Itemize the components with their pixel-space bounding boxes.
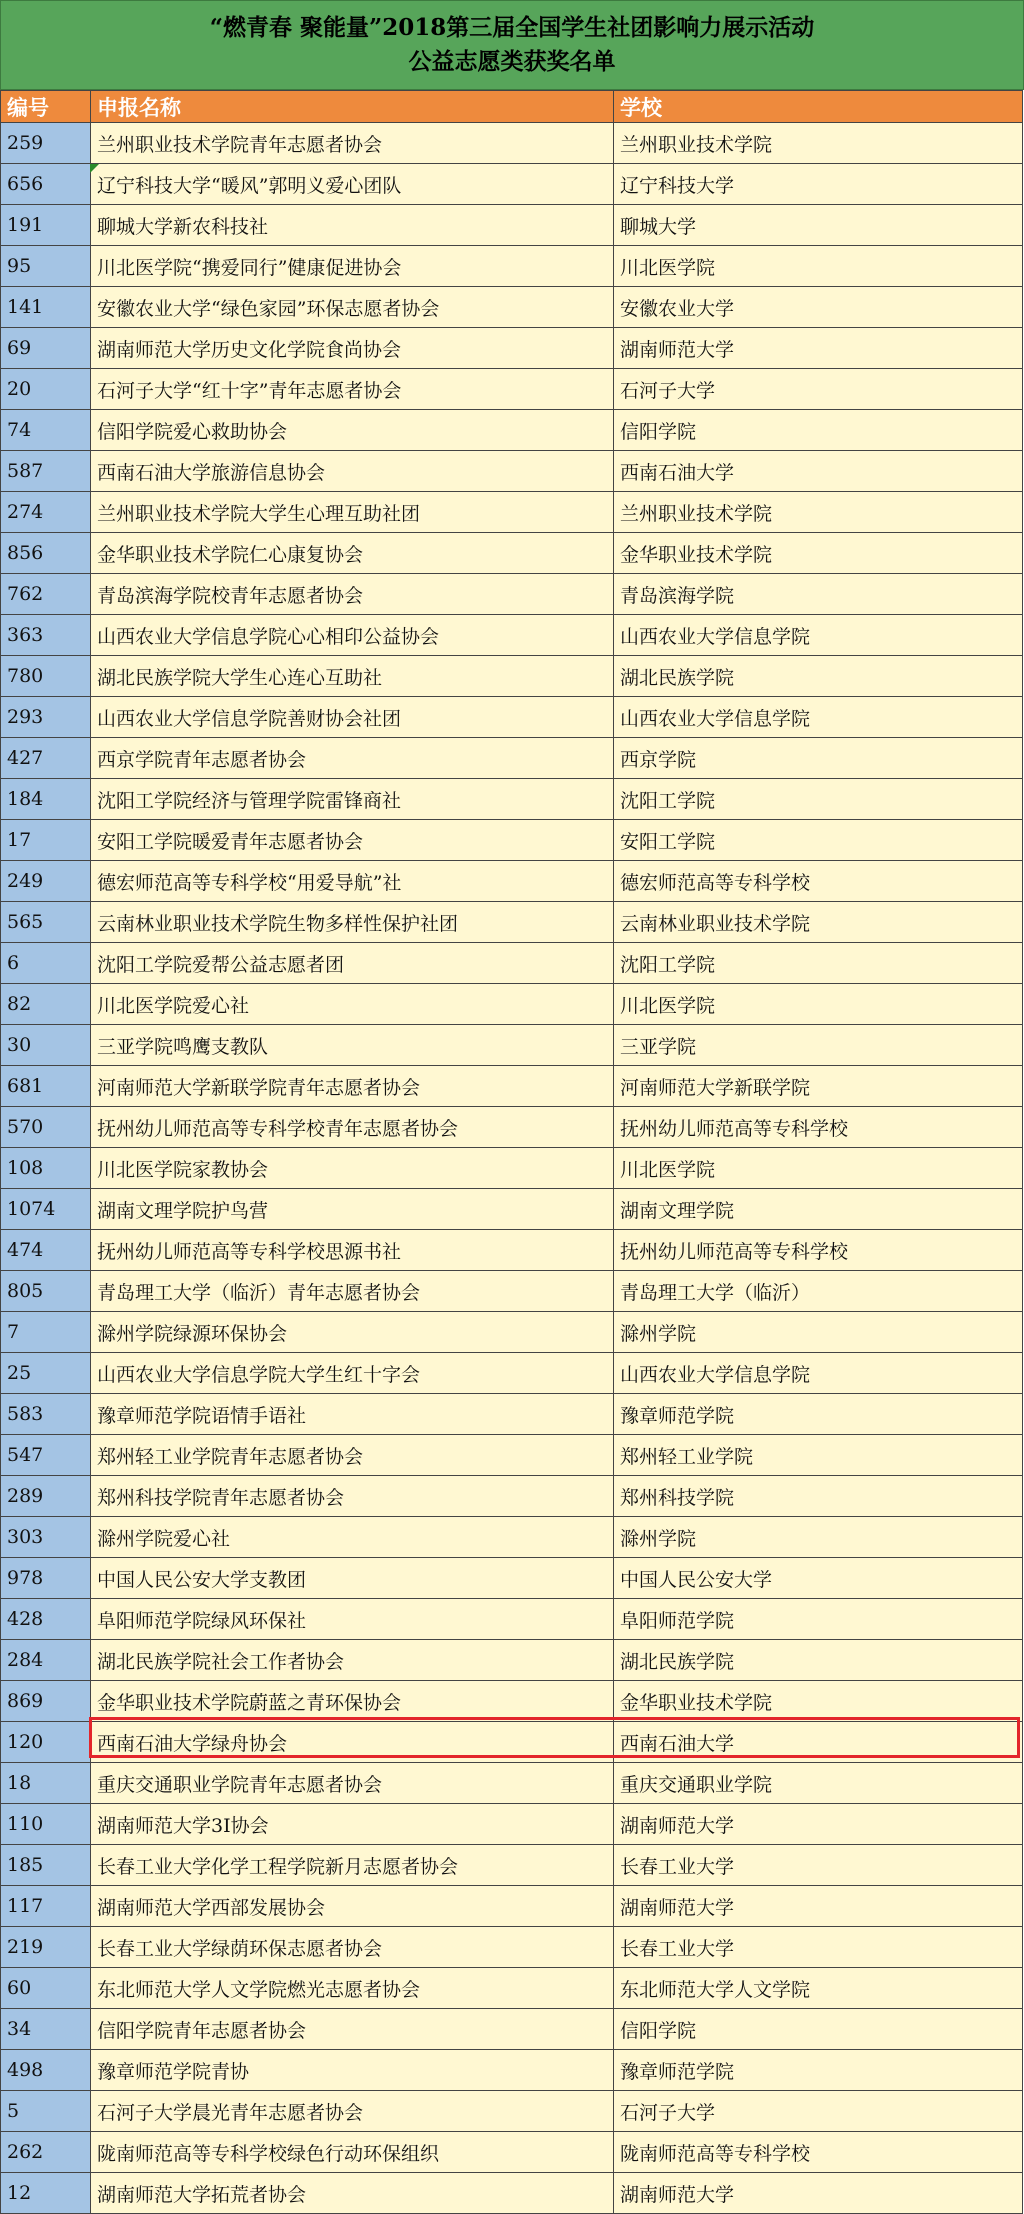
table-row bbox=[1, 1640, 1023, 1681]
cell-entry-name: 安阳工学院暖爱青年志愿者协会 bbox=[91, 820, 614, 861]
cell-entry-name: 兰州职业技术学院大学生心理互助社团 bbox=[91, 492, 614, 533]
table-row bbox=[1, 984, 1023, 1025]
cell-school: 中国人民公安大学 bbox=[614, 1558, 1023, 1599]
cell-number: 289 bbox=[1, 1476, 91, 1517]
table-row bbox=[1, 1968, 1023, 2009]
cell-number: 34 bbox=[1, 2009, 91, 2050]
cell-school: 山西农业大学信息学院 bbox=[614, 697, 1023, 738]
award-table bbox=[0, 90, 1023, 2214]
table-row bbox=[1, 492, 1023, 533]
cell-school: 信阳学院 bbox=[614, 2009, 1023, 2050]
table-row bbox=[1, 328, 1023, 369]
cell-entry-name: 信阳学院青年志愿者协会 bbox=[91, 2009, 614, 2050]
cell-school: 辽宁科技大学 bbox=[614, 164, 1023, 205]
cell-school: 湖北民族学院 bbox=[614, 1640, 1023, 1681]
cell-entry-name: 信阳学院爱心救助协会 bbox=[91, 410, 614, 451]
cell-school: 湖南师范大学 bbox=[614, 328, 1023, 369]
cell-number: 191 bbox=[1, 205, 91, 246]
cell-entry-name: 湖南师范大学历史文化学院食尚协会 bbox=[91, 328, 614, 369]
table-row bbox=[1, 1148, 1023, 1189]
table-row bbox=[1, 1271, 1023, 1312]
cell-school: 石河子大学 bbox=[614, 369, 1023, 410]
cell-school: 豫章师范学院 bbox=[614, 2050, 1023, 2091]
table-row bbox=[1, 1435, 1023, 1476]
table-row bbox=[1, 1886, 1023, 1927]
cell-entry-name: 安徽农业大学“绿色家园”环保志愿者协会 bbox=[91, 287, 614, 328]
cell-entry-name: 陇南师范高等专科学校绿色行动环保组织 bbox=[91, 2132, 614, 2173]
cell-number: 259 bbox=[1, 123, 91, 164]
cell-entry-name: 郑州轻工业学院青年志愿者协会 bbox=[91, 1435, 614, 1476]
cell-entry-name: 青岛滨海学院校青年志愿者协会 bbox=[91, 574, 614, 615]
cell-number: 82 bbox=[1, 984, 91, 1025]
table-row bbox=[1, 1189, 1023, 1230]
header-row bbox=[1, 91, 1023, 123]
table-row bbox=[1, 1353, 1023, 1394]
cell-number: 95 bbox=[1, 246, 91, 287]
cell-entry-name: 石河子大学“红十字”青年志愿者协会 bbox=[91, 369, 614, 410]
cell-number: 110 bbox=[1, 1804, 91, 1845]
cell-school: 聊城大学 bbox=[614, 205, 1023, 246]
cell-entry-name: 山西农业大学信息学院大学生红十字会 bbox=[91, 1353, 614, 1394]
table-row bbox=[1, 1517, 1023, 1558]
table-row bbox=[1, 1312, 1023, 1353]
table-row bbox=[1, 1599, 1023, 1640]
cell-entry-name: 湖南师范大学3I协会 bbox=[91, 1804, 614, 1845]
cell-entry-name: 青岛理工大学（临沂）青年志愿者协会 bbox=[91, 1271, 614, 1312]
cell-entry-name: 豫章师范学院语情手语社 bbox=[91, 1394, 614, 1435]
table-row bbox=[1, 369, 1023, 410]
table-row bbox=[1, 1107, 1023, 1148]
cell-school: 山西农业大学信息学院 bbox=[614, 1353, 1023, 1394]
cell-number: 805 bbox=[1, 1271, 91, 1312]
cell-number: 120 bbox=[1, 1722, 91, 1763]
cell-entry-name: 长春工业大学绿荫环保志愿者协会 bbox=[91, 1927, 614, 1968]
table-row bbox=[1, 164, 1023, 205]
table-title bbox=[0, 0, 1024, 90]
table-row bbox=[1, 1681, 1023, 1722]
cell-number: 978 bbox=[1, 1558, 91, 1599]
cell-school: 石河子大学 bbox=[614, 2091, 1023, 2132]
cell-number: 587 bbox=[1, 451, 91, 492]
cell-number: 284 bbox=[1, 1640, 91, 1681]
cell-number: 570 bbox=[1, 1107, 91, 1148]
table-row bbox=[1, 2050, 1023, 2091]
cell-school: 湖南师范大学 bbox=[614, 2173, 1023, 2214]
cell-number: 184 bbox=[1, 779, 91, 820]
cell-entry-name: 石河子大学晨光青年志愿者协会 bbox=[91, 2091, 614, 2132]
cell-school: 山西农业大学信息学院 bbox=[614, 615, 1023, 656]
cell-entry-name: 川北医学院家教协会 bbox=[91, 1148, 614, 1189]
cell-entry-name: 川北医学院“携爱同行”健康促进协会 bbox=[91, 246, 614, 287]
cell-school: 抚州幼儿师范高等专科学校 bbox=[614, 1230, 1023, 1271]
header-number: 编号 bbox=[1, 91, 91, 123]
cell-entry-name: 长春工业大学化学工程学院新月志愿者协会 bbox=[91, 1845, 614, 1886]
table-row bbox=[1, 574, 1023, 615]
table-row bbox=[1, 2173, 1023, 2214]
title-line-2: 公益志愿类获奖名单 bbox=[408, 48, 616, 75]
cell-school: 川北医学院 bbox=[614, 1148, 1023, 1189]
table-row bbox=[1, 779, 1023, 820]
title-line-1: “燃青春 聚能量”2018第三届全国学生社团影响力展示活动 bbox=[209, 14, 815, 41]
cell-number: 681 bbox=[1, 1066, 91, 1107]
cell-number: 185 bbox=[1, 1845, 91, 1886]
table-row bbox=[1, 1394, 1023, 1435]
cell-entry-name: 豫章师范学院青协 bbox=[91, 2050, 614, 2091]
cell-number: 60 bbox=[1, 1968, 91, 2009]
cell-school: 滁州学院 bbox=[614, 1312, 1023, 1353]
cell-entry-name: 德宏师范高等专科学校“用爱导航”社 bbox=[91, 861, 614, 902]
cell-number: 856 bbox=[1, 533, 91, 574]
cell-school: 川北医学院 bbox=[614, 984, 1023, 1025]
cell-number: 762 bbox=[1, 574, 91, 615]
cell-number: 12 bbox=[1, 2173, 91, 2214]
table-row bbox=[1, 1066, 1023, 1107]
cell-school: 西京学院 bbox=[614, 738, 1023, 779]
cell-school: 金华职业技术学院 bbox=[614, 533, 1023, 574]
table-row bbox=[1, 1804, 1023, 1845]
table-row bbox=[1, 410, 1023, 451]
cell-school: 湖北民族学院 bbox=[614, 656, 1023, 697]
cell-school: 抚州幼儿师范高等专科学校 bbox=[614, 1107, 1023, 1148]
cell-number: 30 bbox=[1, 1025, 91, 1066]
table-row bbox=[1, 1763, 1023, 1804]
cell-number: 869 bbox=[1, 1681, 91, 1722]
cell-school: 川北医学院 bbox=[614, 246, 1023, 287]
cell-school: 三亚学院 bbox=[614, 1025, 1023, 1066]
cell-school: 郑州轻工业学院 bbox=[614, 1435, 1023, 1476]
table-row bbox=[1, 738, 1023, 779]
cell-school: 陇南师范高等专科学校 bbox=[614, 2132, 1023, 2173]
cell-number: 20 bbox=[1, 369, 91, 410]
cell-number: 262 bbox=[1, 2132, 91, 2173]
cell-entry-name: 山西农业大学信息学院善财协会社团 bbox=[91, 697, 614, 738]
cell-number: 427 bbox=[1, 738, 91, 779]
table-row bbox=[1, 2009, 1023, 2050]
table-row bbox=[1, 1558, 1023, 1599]
cell-entry-name: 川北医学院爱心社 bbox=[91, 984, 614, 1025]
cell-entry-name: 湖南师范大学拓荒者协会 bbox=[91, 2173, 614, 2214]
cell-entry-name: 山西农业大学信息学院心心相印公益协会 bbox=[91, 615, 614, 656]
cell-entry-name: 中国人民公安大学支教团 bbox=[91, 1558, 614, 1599]
cell-number: 249 bbox=[1, 861, 91, 902]
cell-school: 滁州学院 bbox=[614, 1517, 1023, 1558]
cell-school: 青岛理工大学（临沂） bbox=[614, 1271, 1023, 1312]
cell-entry-name: 抚州幼儿师范高等专科学校思源书社 bbox=[91, 1230, 614, 1271]
cell-number: 1074 bbox=[1, 1189, 91, 1230]
cell-number: 7 bbox=[1, 1312, 91, 1353]
cell-entry-name: 西南石油大学绿舟协会 bbox=[91, 1722, 614, 1763]
table-row bbox=[1, 2091, 1023, 2132]
cell-entry-name: 兰州职业技术学院青年志愿者协会 bbox=[91, 123, 614, 164]
cell-entry-name: 沈阳工学院经济与管理学院雷锋商社 bbox=[91, 779, 614, 820]
table-row bbox=[1, 902, 1023, 943]
cell-entry-name: 聊城大学新农科技社 bbox=[91, 205, 614, 246]
cell-school: 豫章师范学院 bbox=[614, 1394, 1023, 1435]
cell-entry-name: 重庆交通职业学院青年志愿者协会 bbox=[91, 1763, 614, 1804]
table-row bbox=[1, 246, 1023, 287]
cell-entry-name: 滁州学院爱心社 bbox=[91, 1517, 614, 1558]
cell-school: 郑州科技学院 bbox=[614, 1476, 1023, 1517]
cell-school: 长春工业大学 bbox=[614, 1927, 1023, 1968]
cell-school: 湖南师范大学 bbox=[614, 1886, 1023, 1927]
cell-school: 沈阳工学院 bbox=[614, 779, 1023, 820]
cell-number: 17 bbox=[1, 820, 91, 861]
cell-school: 安阳工学院 bbox=[614, 820, 1023, 861]
table-row bbox=[1, 1722, 1023, 1763]
cell-number: 498 bbox=[1, 2050, 91, 2091]
table-row bbox=[1, 2132, 1023, 2173]
cell-number: 780 bbox=[1, 656, 91, 697]
cell-entry-name: 湖南师范大学西部发展协会 bbox=[91, 1886, 614, 1927]
cell-school: 青岛滨海学院 bbox=[614, 574, 1023, 615]
cell-entry-name: 湖北民族学院社会工作者协会 bbox=[91, 1640, 614, 1681]
cell-number: 583 bbox=[1, 1394, 91, 1435]
cell-comment-marker bbox=[90, 164, 99, 173]
cell-number: 5 bbox=[1, 2091, 91, 2132]
cell-entry-name: 滁州学院绿源环保协会 bbox=[91, 1312, 614, 1353]
cell-number: 293 bbox=[1, 697, 91, 738]
table-row bbox=[1, 451, 1023, 492]
cell-entry-name: 河南师范大学新联学院青年志愿者协会 bbox=[91, 1066, 614, 1107]
table-row bbox=[1, 943, 1023, 984]
cell-school: 德宏师范高等专科学校 bbox=[614, 861, 1023, 902]
cell-number: 69 bbox=[1, 328, 91, 369]
cell-school: 阜阳师范学院 bbox=[614, 1599, 1023, 1640]
cell-number: 219 bbox=[1, 1927, 91, 1968]
cell-entry-name: 阜阳师范学院绿风环保社 bbox=[91, 1599, 614, 1640]
table-row bbox=[1, 287, 1023, 328]
header-school: 学校 bbox=[614, 91, 1023, 123]
cell-school: 湖南师范大学 bbox=[614, 1804, 1023, 1845]
table-row bbox=[1, 861, 1023, 902]
cell-number: 656 bbox=[1, 164, 91, 205]
cell-number: 6 bbox=[1, 943, 91, 984]
cell-number: 117 bbox=[1, 1886, 91, 1927]
table-row bbox=[1, 533, 1023, 574]
cell-school: 重庆交通职业学院 bbox=[614, 1763, 1023, 1804]
cell-entry-name: 湖北民族学院大学生心连心互助社 bbox=[91, 656, 614, 697]
table-row bbox=[1, 1230, 1023, 1271]
table-row bbox=[1, 1025, 1023, 1066]
table-row bbox=[1, 820, 1023, 861]
cell-school: 沈阳工学院 bbox=[614, 943, 1023, 984]
cell-school: 兰州职业技术学院 bbox=[614, 123, 1023, 164]
cell-entry-name: 沈阳工学院爱帮公益志愿者团 bbox=[91, 943, 614, 984]
table-row bbox=[1, 1845, 1023, 1886]
cell-entry-name: 辽宁科技大学“暖风”郭明义爱心团队 bbox=[91, 164, 614, 205]
cell-number: 547 bbox=[1, 1435, 91, 1476]
cell-entry-name: 云南林业职业技术学院生物多样性保护社团 bbox=[91, 902, 614, 943]
cell-entry-name: 金华职业技术学院仁心康复协会 bbox=[91, 533, 614, 574]
cell-number: 141 bbox=[1, 287, 91, 328]
cell-school: 西南石油大学 bbox=[614, 1722, 1023, 1763]
cell-entry-name: 西南石油大学旅游信息协会 bbox=[91, 451, 614, 492]
cell-school: 兰州职业技术学院 bbox=[614, 492, 1023, 533]
table-row bbox=[1, 697, 1023, 738]
cell-school: 云南林业职业技术学院 bbox=[614, 902, 1023, 943]
cell-number: 108 bbox=[1, 1148, 91, 1189]
cell-school: 信阳学院 bbox=[614, 410, 1023, 451]
cell-school: 湖南文理学院 bbox=[614, 1189, 1023, 1230]
table-row bbox=[1, 1927, 1023, 1968]
cell-school: 东北师范大学人文学院 bbox=[614, 1968, 1023, 2009]
cell-entry-name: 三亚学院鸣鹰支教队 bbox=[91, 1025, 614, 1066]
table-row bbox=[1, 656, 1023, 697]
table-row bbox=[1, 1476, 1023, 1517]
cell-entry-name: 抚州幼儿师范高等专科学校青年志愿者协会 bbox=[91, 1107, 614, 1148]
cell-entry-name: 东北师范大学人文学院燃光志愿者协会 bbox=[91, 1968, 614, 2009]
cell-entry-name: 湖南文理学院护鸟营 bbox=[91, 1189, 614, 1230]
table-row bbox=[1, 123, 1023, 164]
cell-number: 303 bbox=[1, 1517, 91, 1558]
cell-number: 274 bbox=[1, 492, 91, 533]
cell-number: 428 bbox=[1, 1599, 91, 1640]
table-row bbox=[1, 615, 1023, 656]
cell-school: 安徽农业大学 bbox=[614, 287, 1023, 328]
header-entry-name: 申报名称 bbox=[91, 91, 614, 123]
cell-school: 河南师范大学新联学院 bbox=[614, 1066, 1023, 1107]
cell-entry-name: 郑州科技学院青年志愿者协会 bbox=[91, 1476, 614, 1517]
cell-number: 363 bbox=[1, 615, 91, 656]
cell-school: 长春工业大学 bbox=[614, 1845, 1023, 1886]
cell-number: 474 bbox=[1, 1230, 91, 1271]
cell-number: 74 bbox=[1, 410, 91, 451]
table-row bbox=[1, 205, 1023, 246]
cell-school: 西南石油大学 bbox=[614, 451, 1023, 492]
cell-entry-name: 西京学院青年志愿者协会 bbox=[91, 738, 614, 779]
cell-number: 18 bbox=[1, 1763, 91, 1804]
cell-number: 565 bbox=[1, 902, 91, 943]
cell-number: 25 bbox=[1, 1353, 91, 1394]
cell-school: 金华职业技术学院 bbox=[614, 1681, 1023, 1722]
cell-entry-name: 金华职业技术学院蔚蓝之青环保协会 bbox=[91, 1681, 614, 1722]
